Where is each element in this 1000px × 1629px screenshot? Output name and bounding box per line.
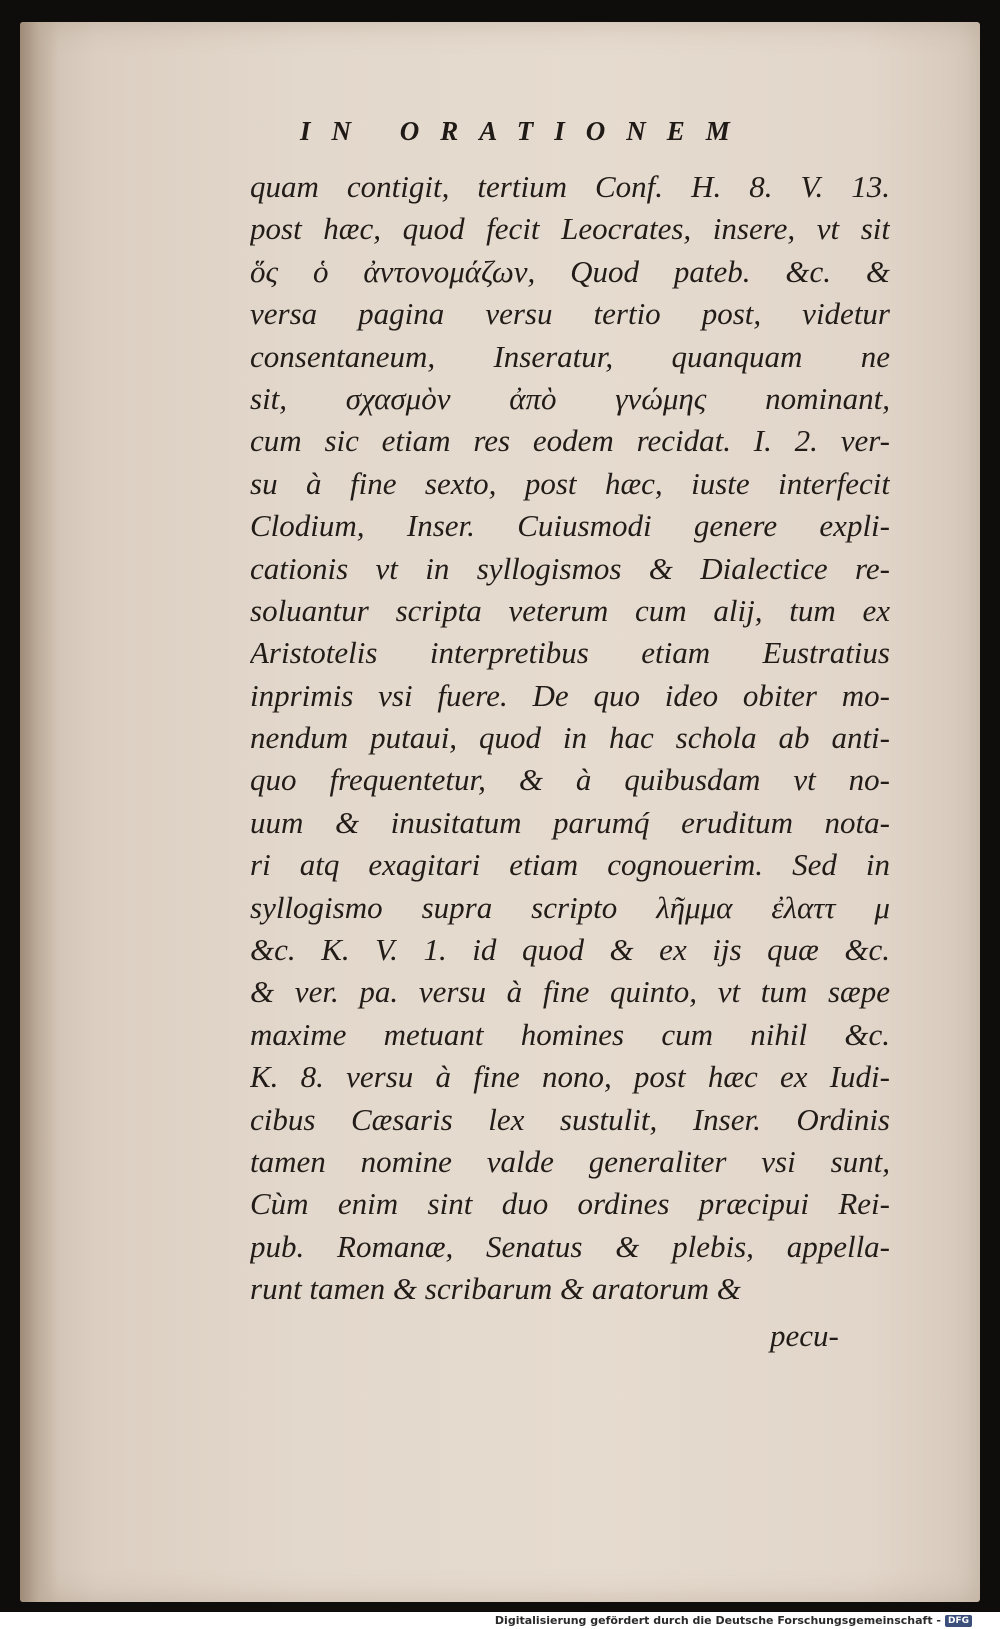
text-line: su à fine sexto, post hæc, iuste interfecit bbox=[250, 465, 890, 501]
text-line: post hæc, quod fecit Leocrates, insere, vt sit bbox=[250, 211, 890, 247]
body-text bbox=[250, 166, 890, 1311]
text-line: Aristotelis interpretibus etiam Eustratius bbox=[250, 635, 890, 671]
text-line: inprimis vsi fuere. De quo ideo obiter mo- bbox=[250, 677, 890, 713]
text-line: & ver. pa. versu à fine quinto, vt tum sæpe bbox=[250, 974, 890, 1010]
text-line: syllogismo supra scripto λῆμμα ἐλαττ μ bbox=[250, 889, 890, 925]
text-line: quam contigit, tertium Conf. H. 8. V. 13. bbox=[250, 169, 890, 204]
page-gutter-edge bbox=[20, 22, 58, 1602]
dfg-logo: DFG bbox=[945, 1615, 972, 1627]
text-line: versa pagina versu tertio post, videtur bbox=[250, 296, 890, 332]
text-line: nendum putaui, quod in hac schola ab anti- bbox=[250, 720, 890, 756]
text-line: consentaneum, Inseratur, quanquam ne bbox=[250, 338, 890, 374]
text-line: Cùm enim sint duo ordines præcipui Rei- bbox=[250, 1186, 890, 1222]
text-line: cibus Cæsaris lex sustulit, Inser. Ordinis bbox=[250, 1101, 890, 1137]
running-head: IN ORATIONEM bbox=[300, 116, 751, 146]
text-line: tamen nomine valde generaliter vsi sunt, bbox=[250, 1143, 890, 1179]
text-line: ri atq exagitari etiam cognouerim. Sed in bbox=[250, 847, 890, 883]
text-line: runt tamen & scribarum & aratorum & bbox=[250, 1271, 741, 1307]
text-line: maxime metuant homines cum nihil &c. bbox=[250, 1016, 890, 1052]
text-line: Clodium, Inser. Cuiusmodi genere expli- bbox=[250, 508, 890, 544]
text-line: K. 8. versu à fine nono, post hæc ex Iudi- bbox=[250, 1059, 890, 1095]
catchword: pecu- bbox=[770, 1318, 839, 1353]
text-line: ὅς ὁ ἀντονομάζων, Quod pateb. &c. & bbox=[250, 253, 890, 289]
footer-credit: Digitalisierung gefördert durch die Deutsche Forschungsgemeinschaft - bbox=[494, 1614, 941, 1627]
digitization-footer bbox=[495, 1612, 972, 1629]
text-line: cum sic etiam res eodem recidat. I. 2. ver- bbox=[250, 423, 890, 459]
text-line: quo frequentetur, & à quibusdam vt no- bbox=[250, 762, 890, 798]
text-line: &c. K. V. 1. id quod & ex ijs quæ &c. bbox=[250, 932, 890, 968]
text-line: cationis vt in syllogismos & Dialectice re- bbox=[250, 550, 890, 586]
text-line: soluantur scripta veterum cum alij, tum ex bbox=[250, 592, 890, 628]
text-line: pub. Romanæ, Senatus & plebis, appella- bbox=[250, 1228, 890, 1264]
text-line: sit, σχασμὸν ἀπὸ γνώμης nominant, bbox=[250, 380, 890, 416]
text-line: uum & inusitatum parumq́ eruditum nota- bbox=[250, 804, 890, 840]
